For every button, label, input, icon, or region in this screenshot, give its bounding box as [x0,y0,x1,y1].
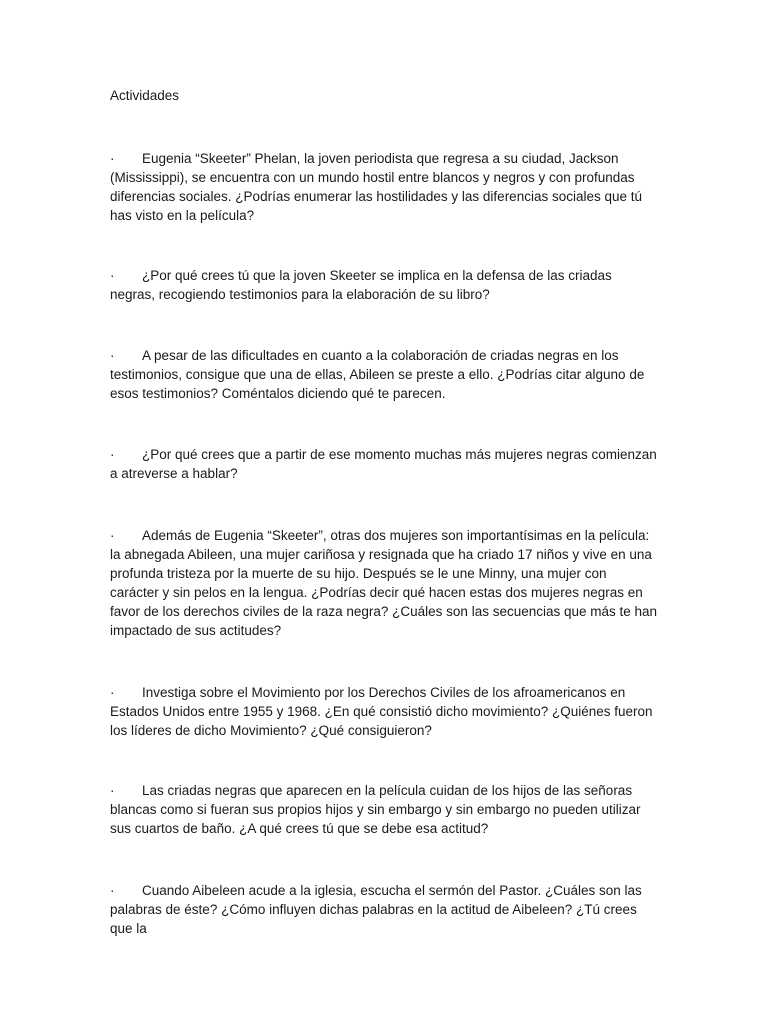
activity-text: A pesar de las dificultades en cuanto a la colaboración de criadas negras en los testimonios, consigue que una de ellas, Abileen se preste a ello. ¿Podrías citar alguno de esos testimonios? Coméntalos diciendo qué te parecen. [110,348,645,401]
activity-text: ¿Por qué crees tú que la joven Skeeter se implica en la defensa de las criadas negras, recogiendo testimonios para la elaboración de su libro? [110,268,612,302]
bullet: · [110,348,115,363]
bullet: · [110,783,115,798]
activity-item-2 [110,266,658,304]
activity-text: Además de Eugenia “Skeeter”, otras dos mujeres son importantísimas en la película: la abnegada Abileen, una mujer cariñosa y resignada que ha criado 17 niños y vive en una profunda tristeza por la muerte de su hijo. Después se le une Minny, una mujer con carácter y sin pelos en la lengua. ¿Podrías decir qué hacen estas dos mujeres negras en favor de los derechos civiles de la raza negra? ¿Cuáles son las secuencias que más te han impactado de sus actitudes? [110,528,658,638]
bullet: · [110,528,115,543]
activity-item-6 [110,683,658,740]
activity-item-8 [110,881,658,938]
bullet: · [110,268,115,283]
activity-text: Las criadas negras que aparecen en la película cuidan de los hijos de las señoras blancas como si fueran sus propios hijos y sin embargo y sin embargo no pueden utilizar sus cuartos de baño. ¿A qué crees tú que se debe esa actitud? [110,783,641,836]
activity-item-7 [110,781,658,838]
bullet: · [110,883,115,898]
activity-item-3 [110,346,658,403]
activity-text: Cuando Aibeleen acude a la iglesia, escucha el sermón del Pastor. ¿Cuáles son las palabras de éste? ¿Cómo influyen dichas palabras en la actitud de Aibeleen? ¿Tú crees que la [110,883,642,936]
activity-item-5 [110,526,658,640]
bullet: · [110,447,115,462]
activity-item-1 [110,149,658,225]
document-title: Actividades [110,88,180,103]
activity-text: ¿Por qué crees que a partir de ese momento muchas más mujeres negras comienzan a atreverse a hablar? [110,447,657,481]
bullet: · [110,685,115,700]
bullet: · [110,151,115,166]
activity-item-4 [110,445,658,483]
activity-text: Investiga sobre el Movimiento por los Derechos Civiles de los afroamericanos en Estados Unidos entre 1955 y 1968. ¿En qué consistió dicho movimiento? ¿Quiénes fueron los líderes de dicho Movimiento? ¿Qué consiguieron? [110,685,653,738]
activity-text: Eugenia “Skeeter” Phelan, la joven periodista que regresa a su ciudad, Jackson (Mississippi), se encuentra con un mundo hostil entre blancos y negros y con profundas diferencias sociales. ¿Podrías enumerar las hostilidades y las diferencias sociales que tú has visto en la película? [110,151,643,223]
